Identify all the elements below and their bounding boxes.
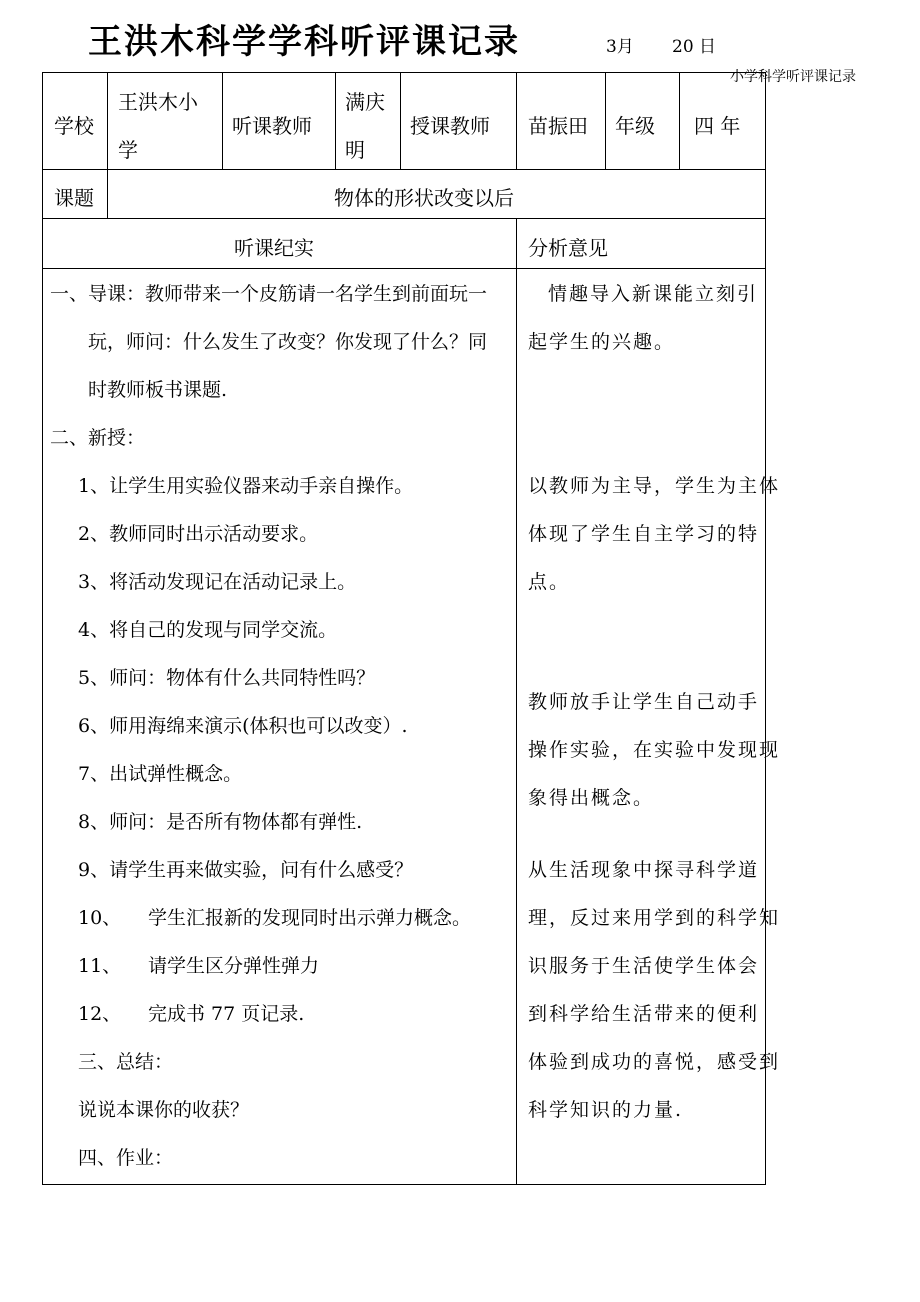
table-rule (400, 72, 401, 170)
table-rule (516, 72, 517, 170)
record-line: 6、师用海绵来演示(体积也可以改变）. (78, 715, 408, 737)
record-line: 5、师问：物体有什么共同特性吗？ (78, 667, 376, 689)
record-line: 四、作业： (78, 1147, 174, 1169)
teacher-label: 授课教师 (410, 114, 490, 138)
grade-label: 年级 (615, 114, 655, 138)
record-line: 玩，师问：什么发生了改变？你发现了什么？同 (88, 331, 488, 353)
record-line: 请学生区分弹性弹力 (148, 955, 320, 977)
observer-label: 听课教师 (232, 114, 312, 138)
topic-label: 课题 (54, 186, 94, 210)
record-line: 3、将活动发现记在活动记录上。 (78, 571, 357, 593)
record-line: 三、总结： (78, 1051, 174, 1073)
analysis-line: 体验到成功的喜悦，感受到 (528, 1051, 781, 1073)
record-line-number: 12、 (78, 1003, 122, 1025)
header-note: 小学科学听评课记录 (730, 69, 856, 85)
record-line: 完成书 77 页记录. (148, 1003, 305, 1025)
analysis-line: 到科学给生活带来的便利 (528, 1003, 760, 1025)
analysis-line: 识服务于生活使学生体会 (528, 955, 760, 977)
table-rule (679, 72, 680, 170)
observer-value-line2: 明 (345, 138, 365, 162)
table-rule (42, 218, 766, 219)
analysis-line: 起学生的兴趣。 (528, 331, 676, 353)
record-line: 1、让学生用实验仪器来动手亲自操作。 (78, 475, 414, 497)
analysis-line: 从生活现象中探寻科学道 (528, 859, 760, 881)
record-line: 二、新授： (50, 427, 146, 449)
grade-value: 四 年 (694, 114, 741, 138)
analysis-line: 操作实验，在实验中发现现 (528, 739, 781, 761)
date-month: 3月 (606, 37, 634, 57)
analysis-line: 理，反过来用学到的科学知 (528, 907, 781, 929)
table-rule (107, 72, 108, 219)
record-line: 9、请学生再来做实验，问有什么感受？ (78, 859, 414, 881)
analysis-line: 象得出概念。 (528, 787, 655, 809)
table-rule (42, 169, 766, 170)
school-value-line2: 学 (118, 138, 138, 162)
observer-value-line1: 满庆 (345, 90, 385, 114)
table-rule (42, 268, 766, 269)
analysis-line: 点。 (528, 571, 571, 593)
record-line: 时教师板书课题. (88, 379, 228, 401)
page-title: 王洪木科学学科听评课记录 (88, 22, 520, 62)
topic-value: 物体的形状改变以后 (334, 186, 514, 210)
record-line: 学生汇报新的发现同时出示弹力概念。 (148, 907, 472, 929)
analysis-line: 情趣导入新课能立刻引 (548, 283, 759, 305)
record-line-number: 10、 (78, 907, 122, 929)
record-line: 说说本课你的收获？ (78, 1099, 250, 1121)
table-rule (516, 218, 517, 1185)
record-column-header: 听课纪实 (234, 236, 314, 260)
school-label: 学校 (54, 114, 94, 138)
teacher-value: 苗振田 (528, 114, 588, 138)
record-line: 2、教师同时出示活动要求。 (78, 523, 319, 545)
table-rule (605, 72, 606, 170)
table-rule (222, 72, 223, 170)
record-line: 7、出试弹性概念。 (78, 763, 243, 785)
analysis-line: 体现了学生自主学习的特 (528, 523, 760, 545)
record-line-number: 11、 (78, 955, 122, 977)
school-value-line1: 王洪木小 (118, 90, 198, 114)
analysis-line: 教师放手让学生自己动手 (528, 691, 760, 713)
record-line: 8、师问：是否所有物体都有弹性. (78, 811, 363, 833)
date-day: 20 日 (672, 37, 717, 57)
table-rule (335, 72, 336, 170)
analysis-column-header: 分析意见 (528, 236, 608, 260)
record-line: 4、将自己的发现与同学交流。 (78, 619, 338, 641)
record-line: 一、导课：教师带来一个皮筋请一名学生到前面玩一 (50, 283, 488, 305)
analysis-line: 以教师为主导，学生为主体 (528, 475, 781, 497)
analysis-line: 科学知识的力量. (528, 1099, 684, 1121)
